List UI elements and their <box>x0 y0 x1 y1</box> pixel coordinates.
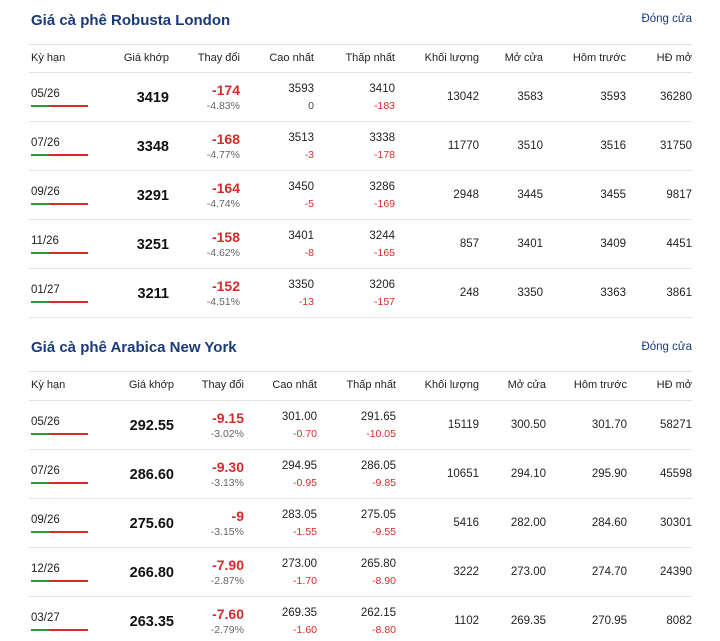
change-percent: -4.51% <box>206 296 240 308</box>
table-row[interactable] <box>0 220 720 269</box>
col-header-change: Thay đổi <box>201 379 244 391</box>
previous-close: 3593 <box>600 91 626 103</box>
col-header-open: Mở cửa <box>504 52 543 64</box>
change-value: -9.30 <box>212 459 244 475</box>
col-header-prev: Hôm trước <box>572 52 626 64</box>
table-row[interactable] <box>0 122 720 171</box>
col-header-price: Giá khớp <box>123 52 169 64</box>
high-value: 269.35 <box>281 607 317 619</box>
match-price: 286.60 <box>129 467 174 483</box>
open-interest: 8082 <box>666 615 692 627</box>
high-value: 273.00 <box>281 558 317 570</box>
volume: 5416 <box>453 517 479 529</box>
col-header-open: Mở cửa <box>507 379 546 391</box>
open-price: 3445 <box>517 189 543 201</box>
match-price: 3251 <box>136 237 169 253</box>
match-price: 292.55 <box>129 418 174 434</box>
match-price: 3211 <box>137 286 169 302</box>
match-price: 263.35 <box>129 614 174 630</box>
contract-term: 09/26 <box>31 186 60 198</box>
volume: 3222 <box>453 566 479 578</box>
contract-term: 09/26 <box>31 514 60 526</box>
contract-term: 11/26 <box>31 235 59 247</box>
low-change: -8.90 <box>372 575 396 587</box>
change-percent: -4.74% <box>206 198 240 210</box>
low-value: 286.05 <box>360 460 396 472</box>
low-value: 3206 <box>369 279 395 291</box>
change-value: -174 <box>211 82 240 98</box>
col-header-change: Thay đổi <box>197 52 240 64</box>
col-header-high: Cao nhất <box>272 379 317 391</box>
range-bar <box>31 154 88 156</box>
table-row[interactable] <box>0 73 720 122</box>
open-price: 3510 <box>517 140 543 152</box>
contract-term: 07/26 <box>31 465 60 477</box>
low-change: -157 <box>373 296 395 308</box>
col-header-oi: HĐ mở <box>656 52 692 64</box>
table-row[interactable] <box>0 269 720 318</box>
change-value: -152 <box>211 278 240 294</box>
contract-term: 05/26 <box>31 416 60 428</box>
contract-term: 12/26 <box>31 563 60 575</box>
open-interest: 45598 <box>660 468 692 480</box>
range-bar <box>31 105 88 107</box>
volume: 15119 <box>447 419 479 431</box>
range-bar <box>31 482 88 484</box>
previous-close: 295.90 <box>591 468 627 480</box>
range-bar <box>31 203 88 205</box>
range-bar-up <box>31 580 49 582</box>
high-value: 3401 <box>288 230 314 242</box>
change-percent: -2.87% <box>210 575 244 587</box>
robusta-close-link[interactable]: Đóng cửa <box>641 13 692 25</box>
change-value: -158 <box>211 229 240 245</box>
high-value: 283.05 <box>281 509 317 521</box>
range-bar-up <box>31 301 49 303</box>
match-price: 3419 <box>136 90 169 106</box>
change-value: -164 <box>211 180 240 196</box>
open-price: 3583 <box>517 91 543 103</box>
table-row[interactable] <box>0 597 720 641</box>
range-bar-up <box>31 433 49 435</box>
col-header-term: Kỳ hạn <box>31 379 66 391</box>
contract-term: 03/27 <box>31 612 60 624</box>
volume: 13042 <box>447 91 479 103</box>
open-interest: 58271 <box>660 419 692 431</box>
high-value: 3450 <box>288 181 314 193</box>
low-value: 291.65 <box>360 411 396 423</box>
low-value: 3286 <box>369 181 395 193</box>
high-change: -1.55 <box>293 526 317 538</box>
high-value: 3593 <box>288 83 314 95</box>
table-row[interactable] <box>0 401 720 450</box>
low-change: -165 <box>373 247 395 259</box>
col-header-high: Cao nhất <box>269 52 314 64</box>
high-change: -1.60 <box>293 624 317 636</box>
range-bar-up <box>31 105 49 107</box>
arabica-section <box>0 327 720 641</box>
previous-close: 270.95 <box>591 615 627 627</box>
match-price: 266.80 <box>129 565 174 581</box>
volume: 1102 <box>454 615 479 627</box>
low-value: 3338 <box>369 132 395 144</box>
open-price: 294.10 <box>510 468 546 480</box>
low-value: 3244 <box>369 230 395 242</box>
match-price: 3291 <box>136 188 169 204</box>
low-change: -183 <box>373 100 395 112</box>
low-change: -178 <box>373 149 395 161</box>
low-change: -10.05 <box>366 428 396 440</box>
range-bar-up <box>31 154 49 156</box>
robusta-section <box>0 0 720 320</box>
high-value: 3350 <box>288 279 314 291</box>
low-value: 265.80 <box>360 558 396 570</box>
open-price: 269.35 <box>510 615 546 627</box>
match-price: 3348 <box>136 139 169 155</box>
volume: 248 <box>459 287 479 299</box>
change-percent: -4.83% <box>206 100 240 112</box>
header-top-border <box>29 371 692 372</box>
open-interest: 3861 <box>666 287 692 299</box>
change-percent: -3.13% <box>210 477 244 489</box>
low-value: 3410 <box>369 83 395 95</box>
open-price: 300.50 <box>510 419 546 431</box>
low-change: -169 <box>373 198 395 210</box>
low-change: -8.80 <box>372 624 396 636</box>
volume: 857 <box>459 238 479 250</box>
high-change: -3 <box>304 149 314 161</box>
open-interest: 31750 <box>660 140 692 152</box>
volume: 11770 <box>447 140 479 152</box>
change-percent: -3.02% <box>210 428 244 440</box>
low-value: 262.15 <box>360 607 396 619</box>
change-value: -7.90 <box>212 557 244 573</box>
col-header-price: Giá khớp <box>128 379 174 391</box>
table-row[interactable] <box>0 548 720 597</box>
range-bar-up <box>31 482 49 484</box>
open-price: 3401 <box>517 238 543 250</box>
open-interest: 4451 <box>666 238 692 250</box>
high-change: -1.70 <box>293 575 317 587</box>
change-percent: -4.77% <box>206 149 240 161</box>
open-interest: 24390 <box>660 566 692 578</box>
previous-close: 3409 <box>600 238 626 250</box>
col-header-term: Kỳ hạn <box>31 52 66 64</box>
range-bar <box>31 252 88 254</box>
range-bar <box>31 580 88 582</box>
previous-close: 274.70 <box>591 566 627 578</box>
previous-close: 301.70 <box>591 419 627 431</box>
range-bar <box>31 301 88 303</box>
arabica-title: Giá cà phê Arabica New York <box>31 339 237 356</box>
low-value: 275.05 <box>360 509 396 521</box>
range-bar <box>31 629 88 631</box>
previous-close: 3516 <box>600 140 626 152</box>
open-price: 273.00 <box>510 566 546 578</box>
arabica-close-link[interactable]: Đóng cửa <box>641 341 692 353</box>
open-price: 282.00 <box>510 517 546 529</box>
col-header-volume: Khối lượng <box>424 379 479 391</box>
range-bar-up <box>31 629 49 631</box>
previous-close: 3455 <box>600 189 626 201</box>
open-interest: 30301 <box>660 517 692 529</box>
open-interest: 9817 <box>666 189 692 201</box>
open-price: 3350 <box>517 287 543 299</box>
volume: 2948 <box>453 189 479 201</box>
table-row[interactable] <box>0 171 720 220</box>
col-header-low: Thấp nhất <box>346 379 396 391</box>
header-top-border <box>29 44 692 45</box>
table-row[interactable] <box>0 499 720 548</box>
change-percent: -3.15% <box>210 526 244 538</box>
change-percent: -2.79% <box>210 624 244 636</box>
high-change: -5 <box>304 198 314 210</box>
previous-close: 284.60 <box>591 517 627 529</box>
high-change: -0.70 <box>293 428 317 440</box>
previous-close: 3363 <box>600 287 626 299</box>
col-header-prev: Hôm trước <box>573 379 627 391</box>
high-value: 294.95 <box>281 460 317 472</box>
high-change: 0 <box>308 100 314 112</box>
contract-term: 05/26 <box>31 88 60 100</box>
low-change: -9.55 <box>372 526 396 538</box>
range-bar-up <box>31 252 49 254</box>
low-change: -9.85 <box>372 477 396 489</box>
volume: 10651 <box>447 468 479 480</box>
row-divider <box>29 317 692 318</box>
change-value: -9.15 <box>212 410 244 426</box>
high-change: -8 <box>304 247 314 259</box>
range-bar-up <box>31 203 49 205</box>
col-header-low: Thấp nhất <box>345 52 395 64</box>
col-header-volume: Khối lượng <box>424 52 479 64</box>
robusta-title: Giá cà phê Robusta London <box>31 12 231 29</box>
col-header-oi: HĐ mở <box>656 379 692 391</box>
table-row[interactable] <box>0 450 720 499</box>
match-price: 275.60 <box>129 516 174 532</box>
range-bar-up <box>31 531 49 533</box>
change-value: -168 <box>211 131 240 147</box>
high-change: -0.95 <box>293 477 317 489</box>
high-value: 3513 <box>288 132 314 144</box>
change-percent: -4.62% <box>206 247 240 259</box>
range-bar <box>31 433 88 435</box>
contract-term: 07/26 <box>31 137 60 149</box>
range-bar <box>31 531 88 533</box>
contract-term: 01/27 <box>31 284 60 296</box>
change-value: -7.60 <box>212 606 244 622</box>
change-value: -9 <box>231 508 244 524</box>
high-value: 301.00 <box>281 411 317 423</box>
open-interest: 36280 <box>660 91 692 103</box>
high-change: -13 <box>298 296 314 308</box>
